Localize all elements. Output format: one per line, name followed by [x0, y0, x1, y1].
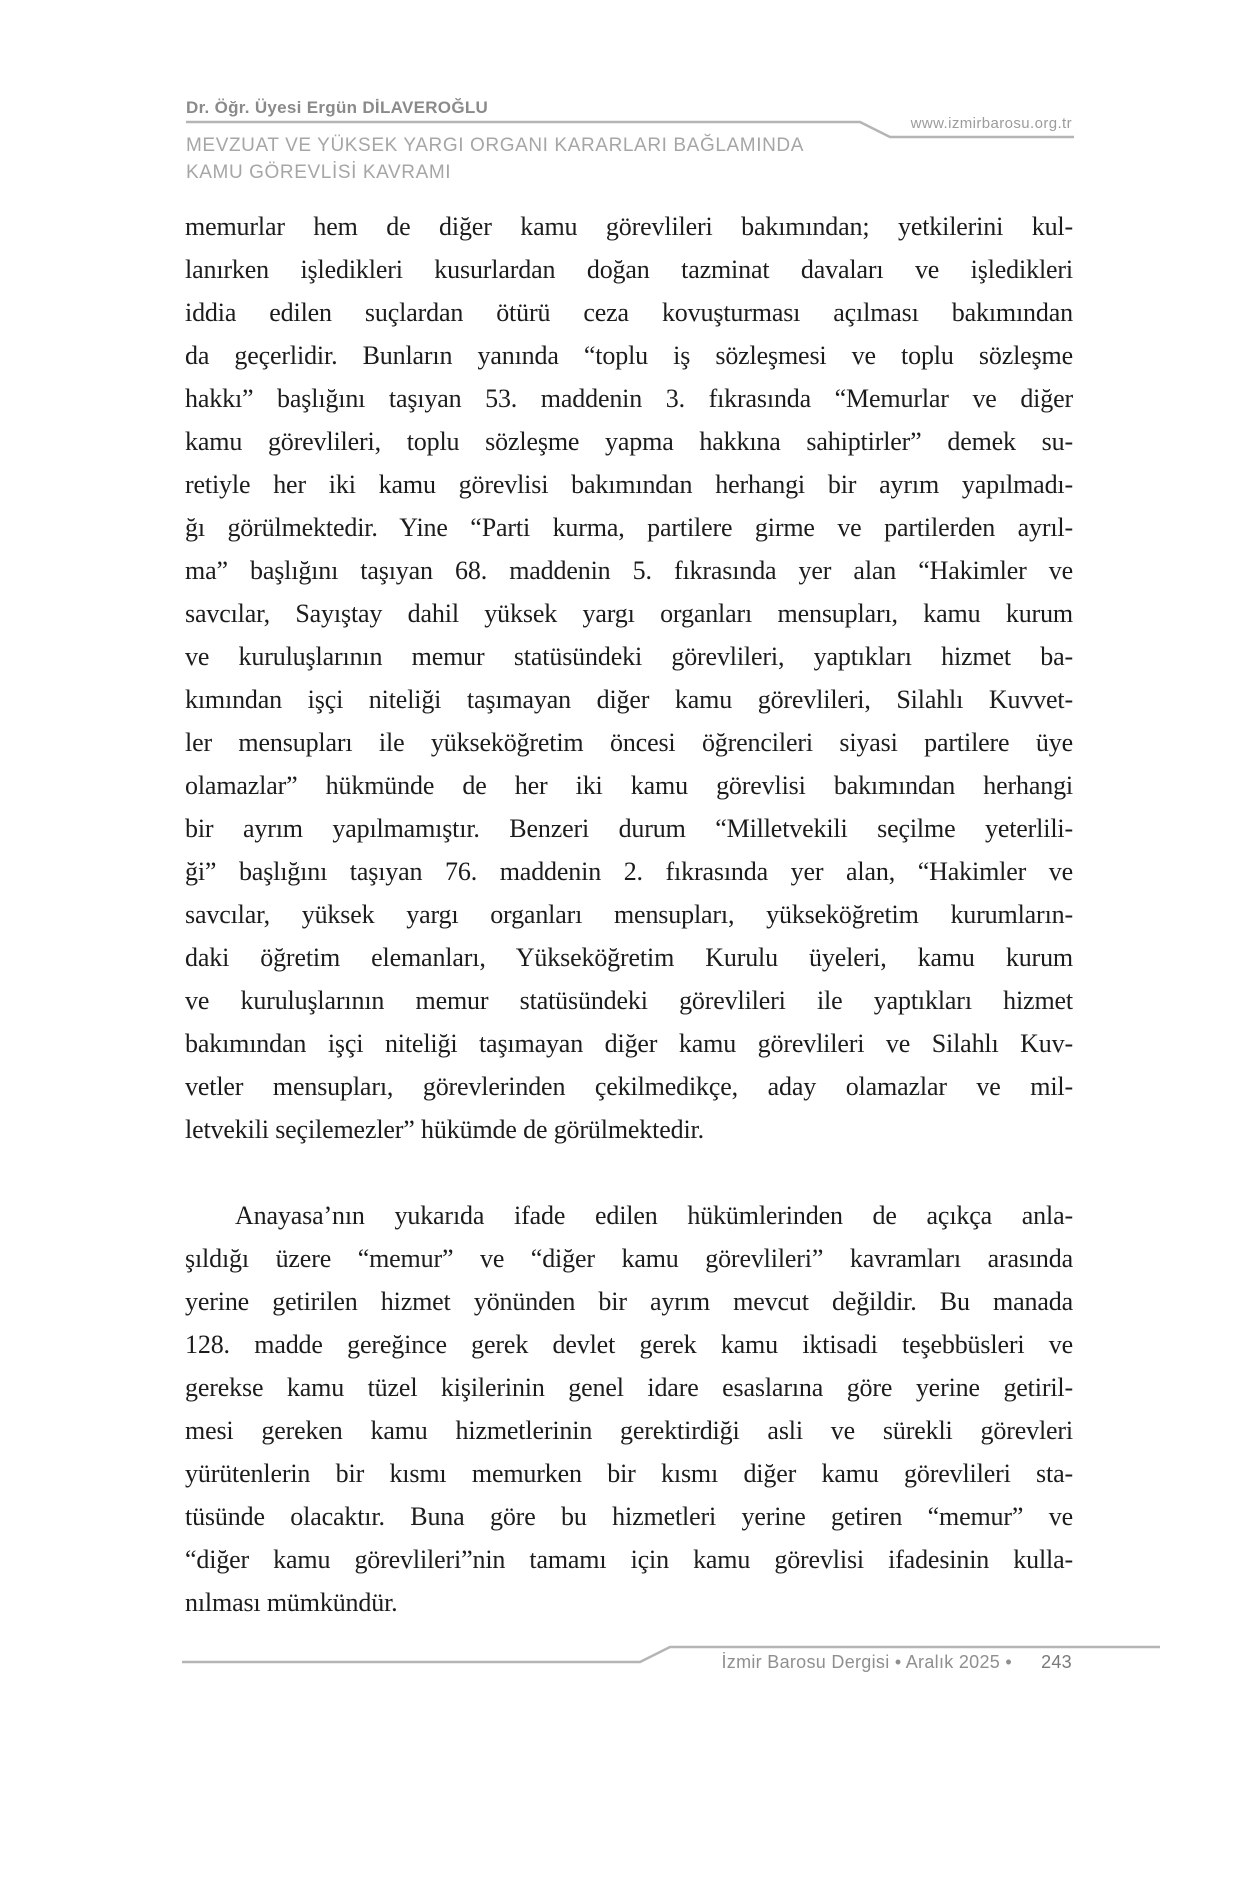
text-line: Anayasa’nın yukarıda ifade edilen hükümlerinden de açıkça anla- [235, 1201, 1073, 1230]
paragraph [185, 205, 1073, 1151]
text-line: lanırken işledikleri kusurlardan doğan tazminat davaları ve işledikleri [185, 255, 1073, 284]
text-line: letvekili seçilemezler” hükümde de görülmektedir. [185, 1115, 704, 1144]
text-line: nılması mümkündür. [185, 1588, 398, 1617]
text-line: mesi gereken kamu hizmetlerinin gerektirdiği asli ve sürekli görevleri [185, 1416, 1073, 1445]
text-line: ği” başlığını taşıyan 76. maddenin 2. fıkrasında yer alan, “Hakimler ve [185, 857, 1073, 886]
text-line: yerine getirilen hizmet yönünden bir ayrım mevcut değildir. Bu manada [185, 1287, 1073, 1316]
text-line: kımından işçi niteliği taşımayan diğer kamu görevlileri, Silahlı Kuvvet- [185, 685, 1073, 714]
text-line: şıldığı üzere “memur” ve “diğer kamu görevlileri” kavramları arasında [185, 1244, 1073, 1273]
text-line: olamazlar” hükmünde de her iki kamu görevlisi bakımından herhangi [185, 771, 1073, 800]
text-line: ve kuruluşlarının memur statüsündeki görevlileri, yaptıkları hizmet ba- [185, 642, 1073, 671]
text-line: da geçerlidir. Bunların yanında “toplu iş sözleşmesi ve toplu sözleşme [185, 341, 1073, 370]
paragraph [185, 1194, 1073, 1624]
body-text [185, 205, 1073, 1624]
page-title-line2: KAMU GÖREVLİSİ KAVRAMI [186, 162, 452, 183]
footer-rule [182, 1645, 1162, 1665]
text-line: “diğer kamu görevlileri”nin tamamı için kamu görevlisi ifadesinin kulla- [185, 1545, 1073, 1574]
text-line: 128. madde gereğince gerek devlet gerek kamu iktisadi teşebbüsleri ve [185, 1330, 1073, 1359]
text-line: memurlar hem de diğer kamu görevlileri bakımından; yetkilerini kul- [185, 212, 1073, 241]
page-title [186, 132, 946, 186]
text-line: savcılar, Sayıştay dahil yüksek yargı organları mensupları, kamu kurum [185, 599, 1073, 628]
text-line: ve kuruluşlarının memur statüsündeki görevlileri ile yaptıkları hizmet [185, 986, 1073, 1015]
text-line: kamu görevlileri, toplu sözleşme yapma hakkına sahiptirler” demek su- [185, 427, 1073, 456]
text-line: hakkı” başlığını taşıyan 53. maddenin 3. fıkrasında “Memurlar ve diğer [185, 384, 1073, 413]
text-line: tüsünde olacaktır. Buna göre bu hizmetleri yerine getiren “memur” ve [185, 1502, 1073, 1531]
text-line: yürütenlerin bir kısmı memurken bir kısmı diğer kamu görevlileri sta- [185, 1459, 1073, 1488]
text-line: savcılar, yüksek yargı organları mensupları, yükseköğretim kurumların- [185, 900, 1073, 929]
author-name: Dr. Öğr. Üyesi Ergün DİLAVEROĞLU [186, 98, 489, 117]
text-line: bir ayrım yapılmamıştır. Benzeri durum “Milletvekili seçilme yeterlili- [185, 814, 1073, 843]
text-line: bakımından işçi niteliği taşımayan diğer kamu görevlileri ve Silahlı Kuv- [185, 1029, 1073, 1058]
page-number: 243 [1041, 1652, 1072, 1672]
text-line: daki öğretim elemanları, Yükseköğretim Kurulu üyeleri, kamu kurum [185, 943, 1073, 972]
journal-name: İzmir Barosu Dergisi • Aralık 2025 • [721, 1652, 1012, 1672]
text-line: gerekse kamu tüzel kişilerinin genel idare esaslarına göre yerine getiril- [185, 1373, 1073, 1402]
text-line: iddia edilen suçlardan ötürü ceza kovuşturması açılması bakımından [185, 298, 1073, 327]
text-line: retiyle her iki kamu görevlisi bakımından herhangi bir ayrım yapılmadı- [185, 470, 1073, 499]
text-line: ler mensupları ile yükseköğretim öncesi öğrencileri siyasi partilere üye [185, 728, 1073, 757]
text-line: ma” başlığını taşıyan 68. maddenin 5. fıkrasında yer alan “Hakimler ve [185, 556, 1073, 585]
text-line: vetler mensupları, görevlerinden çekilmedikçe, aday olamazlar ve mil- [185, 1072, 1073, 1101]
text-line: ğı görülmektedir. Yine “Parti kurma, partilere girme ve partilerden ayrıl- [185, 513, 1073, 542]
website-url: www.izmirbarosu.org.tr [910, 115, 1072, 132]
page-title-line1: MEVZUAT VE YÜKSEK YARGI ORGANI KARARLARI BAĞLAMINDA [186, 135, 804, 156]
